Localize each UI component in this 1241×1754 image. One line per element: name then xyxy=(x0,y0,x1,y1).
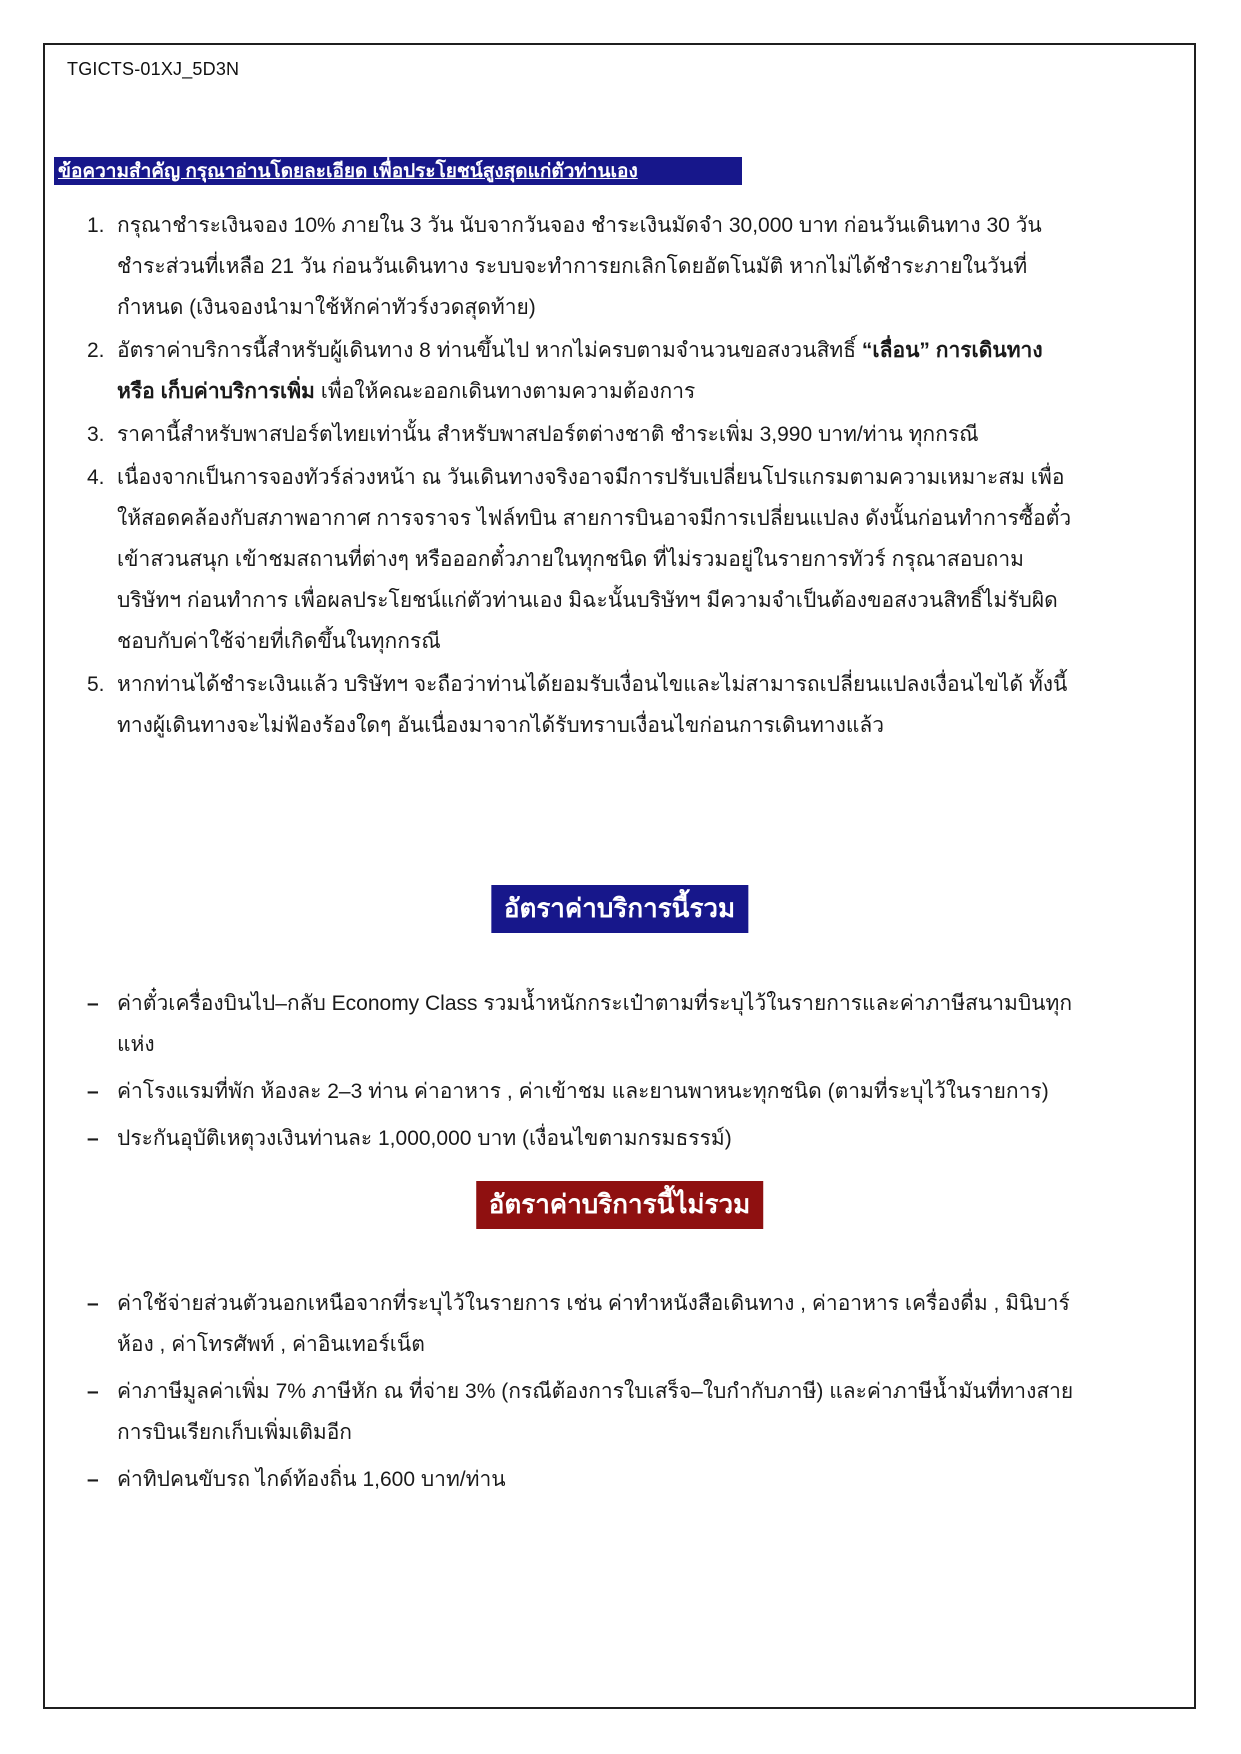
page-border xyxy=(43,43,1196,1709)
excluded-item-2 xyxy=(87,1371,1087,1453)
included-section-heading: อัตราค่าบริการนี้รวม xyxy=(491,885,748,933)
item-number: 3. xyxy=(87,423,105,446)
important-notice-list xyxy=(87,205,1079,748)
dash-marker: – xyxy=(87,992,99,1015)
item-text: ค่าตั๋วเครื่องบินไป–กลับ Economy Class รวมน้ำหนักกระเป๋าตามที่ระบุไว้ในรายการและค่าภาษีสนามบินทุกแห่ง xyxy=(117,992,1073,1056)
item-text: เนื่องจากเป็นการจองทัวร์ล่วงหน้า ณ วันเดินทางจริงอาจมีการปรับเปลี่ยนโปรแกรมตามความเหมาะสม เพื่อให้สอดคล้องกับสภาพอากาศ การจราจร ไฟล์ทบิน สายการบินอาจมีการเปลี่ยนแปลง ดังนั้นก่อนทำการซื้อตั๋วเข้าสวนสนุก เข้าชมสถานที่ต่างๆ หรือออกตั๋วภายในทุกชนิด ที่ไม่รวมอยู่ในรายการทัวร์ กรุณาสอบถามบริษัทฯ ก่อนทำการ เพื่อผลประโยชน์แก่ตัวท่านเอง มิฉะนั้นบริษัทฯ มีความจำเป็นต้องขอสงวนสิทธิ์ไม่รับผิดชอบกับค่าใช้จ่ายที่เกิดขึ้นในทุกกรณี xyxy=(117,466,1072,653)
excluded-list xyxy=(87,1283,1087,1506)
excluded-section-heading: อัตราค่าบริการนี้ไม่รวม xyxy=(476,1181,764,1229)
excluded-item-3 xyxy=(87,1459,1087,1500)
item-text-segment: อัตราค่าบริการนี้สำหรับผู้เดินทาง 8 ท่านขึ้นไป หากไม่ครบตามจำนวนขอสงวนสิทธิ์ xyxy=(117,339,862,362)
item-number: 1. xyxy=(87,214,105,237)
item-number: 2. xyxy=(87,339,105,362)
dash-marker: – xyxy=(87,1127,99,1150)
dash-marker: – xyxy=(87,1080,99,1103)
included-item-1 xyxy=(87,983,1087,1065)
included-item-3 xyxy=(87,1118,1087,1159)
item-text: กรุณาชำระเงินจอง 10% ภายใน 3 วัน นับจากวันจอง ชำระเงินมัดจำ 30,000 บาท ก่อนวันเดินทาง 30 วันชำระส่วนที่เหลือ 21 วัน ก่อนวันเดินทาง ระบบจะทำการยกเลิกโดยอัตโนมัติ หากไม่ได้ชำระภายในวันที่กำหนด (เงินจองนำมาใช้หักค่าทัวร์งวดสุดท้าย) xyxy=(117,214,1042,319)
notice-item-4 xyxy=(87,457,1079,662)
item-text-segment-bold: “เลื่อน” การเดินทาง หรือ เก็บค่าบริการเพิ่ม xyxy=(117,339,1043,403)
item-text: ค่าโรงแรมที่พัก ห้องละ 2–3 ท่าน ค่าอาหาร , ค่าเข้าชม และยานพาหนะทุกชนิด (ตามที่ระบุไว้ในรายการ) xyxy=(117,1080,1049,1103)
item-text: ค่าภาษีมูลค่าเพิ่ม 7% ภาษีหัก ณ ที่จ่าย 3% (กรณีต้องการใบเสร็จ–ใบกำกับภาษี) และค่าภาษีน้ำมันที่ทางสายการบินเรียกเก็บเพิ่มเติมอีก xyxy=(117,1380,1074,1444)
item-text: ค่าใช้จ่ายส่วนตัวนอกเหนือจากที่ระบุไว้ในรายการ เช่น ค่าทำหนังสือเดินทาง , ค่าอาหาร เครื่องดื่ม , มินิบาร์ห้อง , ค่าโทรศัพท์ , ค่าอินเทอร์เน็ต xyxy=(117,1292,1070,1356)
item-text: หากท่านได้ชำระเงินแล้ว บริษัทฯ จะถือว่าท่านได้ยอมรับเงื่อนไขและไม่สามารถเปลี่ยนแปลงเงื่อนไขได้ ทั้งนี้ทางผู้เดินทางจะไม่ฟ้องร้องใดๆ อันเนื่องมาจากได้รับทราบเงื่อนไขก่อนการเดินทางแล้ว xyxy=(117,673,1068,737)
important-notice-heading-bar xyxy=(54,157,742,185)
item-text: ค่าทิปคนขับรถ ไกด์ท้องถิ่น 1,600 บาท/ท่าน xyxy=(117,1468,506,1491)
item-text: ราคานี้สำหรับพาสปอร์ตไทยเท่านั้น สำหรับพาสปอร์ตต่างชาติ ชำระเพิ่ม 3,990 บาท/ท่าน ทุกกรณี xyxy=(117,423,979,446)
included-list xyxy=(87,983,1087,1165)
excluded-item-1 xyxy=(87,1283,1087,1365)
dash-marker: – xyxy=(87,1292,99,1315)
included-item-2 xyxy=(87,1071,1087,1112)
important-notice-heading-text: ข้อความสำคัญ กรุณาอ่านโดยละเอียด เพื่อประโยชน์สูงสุดแก่ตัวท่านเอง xyxy=(58,161,638,182)
notice-item-3 xyxy=(87,414,1079,455)
doc-code: TGICTS-01XJ_5D3N xyxy=(67,59,240,79)
item-number: 5. xyxy=(87,673,105,696)
item-text xyxy=(117,330,1079,412)
item-text: ประกันอุบัติเหตุวงเงินท่านละ 1,000,000 บาท (เงื่อนไขตามกรมธรรม์) xyxy=(117,1127,732,1150)
dash-marker: – xyxy=(87,1380,99,1403)
dash-marker: – xyxy=(87,1468,99,1491)
notice-item-1 xyxy=(87,205,1079,328)
item-text-segment: เพื่อให้คณะออกเดินทางตามความต้องการ xyxy=(314,380,696,403)
notice-item-2 xyxy=(87,330,1079,412)
notice-item-5 xyxy=(87,664,1079,746)
item-number: 4. xyxy=(87,466,105,489)
